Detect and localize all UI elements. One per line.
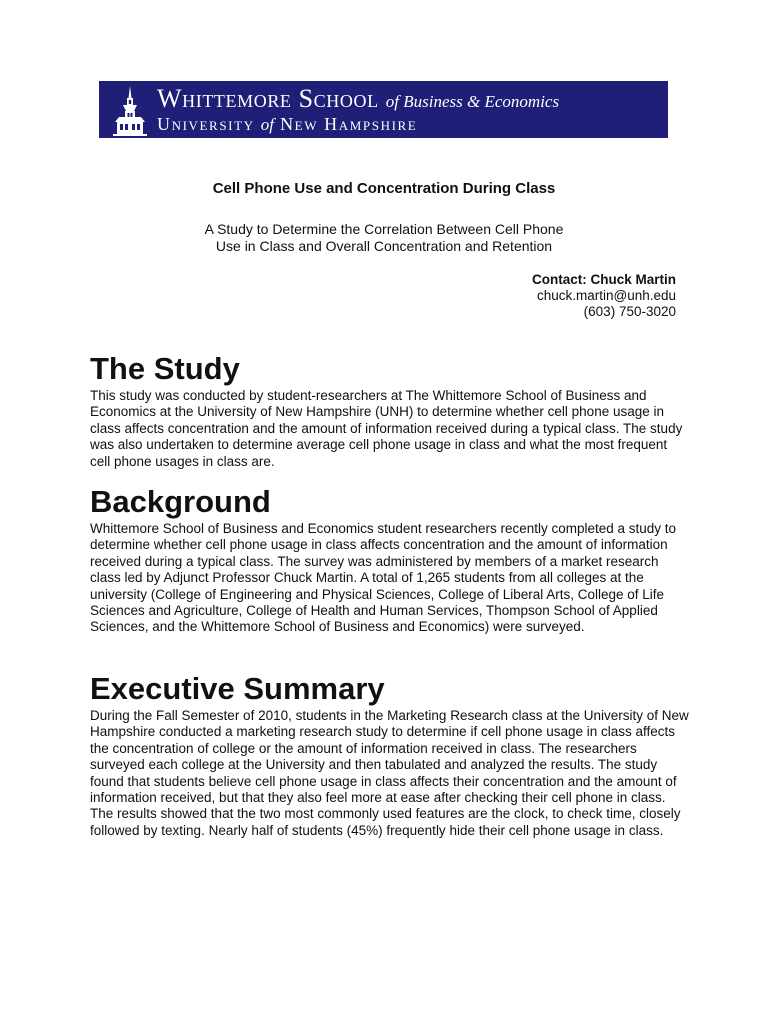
- document-title: Cell Phone Use and Concentration During Class: [212, 180, 556, 197]
- executive-summary-body: During the Fall Semester of 2010, students in the Marketing Research class at the University of New Hampshire conducted a marketing research study to determine if cell phone usage in class affects the concentration of college or the amount of information received in class. The researchers surveyed each college at the University and then tabulated and analyzed the results. The study found that students believe cell phone usage in class affects their concentration and the amount of information received, but that they also feel more at ease after checking their cell phone in class. The results showed that the two most commonly used features are the clock, to check time, closely followed by texting. Nearly half of students (45%) frequently hide their cell phone usage in class.: [90, 708, 689, 838]
- university-prefix: University: [157, 114, 255, 134]
- background-heading: Background: [90, 484, 271, 519]
- school-name-text: Whittemore School: [157, 84, 379, 113]
- contact-phone: (603) 750-3020: [583, 304, 676, 319]
- document-subtitle: [0, 221, 768, 255]
- school-banner: [99, 81, 668, 138]
- contact-block: [532, 272, 676, 320]
- contact-label: Contact: Chuck Martin: [531, 272, 676, 287]
- university-name: [157, 113, 417, 136]
- study-heading: The Study: [90, 351, 240, 386]
- university-suffix: New Hampshire: [280, 114, 418, 134]
- school-tagline: of Business & Economics: [385, 92, 560, 111]
- study-body: This study was conducted by student-researchers at The Whittemore School of Business and Economics at the University of New Hampshire (UNH) to determine whether cell phone usage in class affects concentration and the amount of information received during a typical class. The study was also undertaken to determine average cell phone usage in class and what the most frequent cell phone usages in class are.: [90, 388, 683, 469]
- university-of: of: [260, 115, 274, 134]
- executive-summary-heading: Executive Summary: [90, 671, 385, 706]
- contact-email: chuck.martin@unh.edu: [536, 288, 676, 303]
- background-body: Whittemore School of Business and Economics student researchers recently completed a study to determine whether cell phone usage in class affects concentration and the amount of information received during a typical class. The survey was administered by members of a market research class led by Adjunct Professor Chuck Martin. A total of 1,265 students from all colleges at the university (College of Engineering and Physical Sciences, College of Liberal Arts, College of Life Sciences and Agriculture, College of Health and Human Services, Thompson School of Applied Sciences, and the Whittemore School of Business and Economics) were surveyed.: [90, 521, 677, 635]
- subtitle-line-1: A Study to Determine the Correlation Between Cell Phone: [204, 221, 564, 237]
- thompson-hall-tower-icon: [113, 84, 147, 136]
- subtitle-line-2: Use in Class and Overall Concentration and Retention: [215, 238, 553, 254]
